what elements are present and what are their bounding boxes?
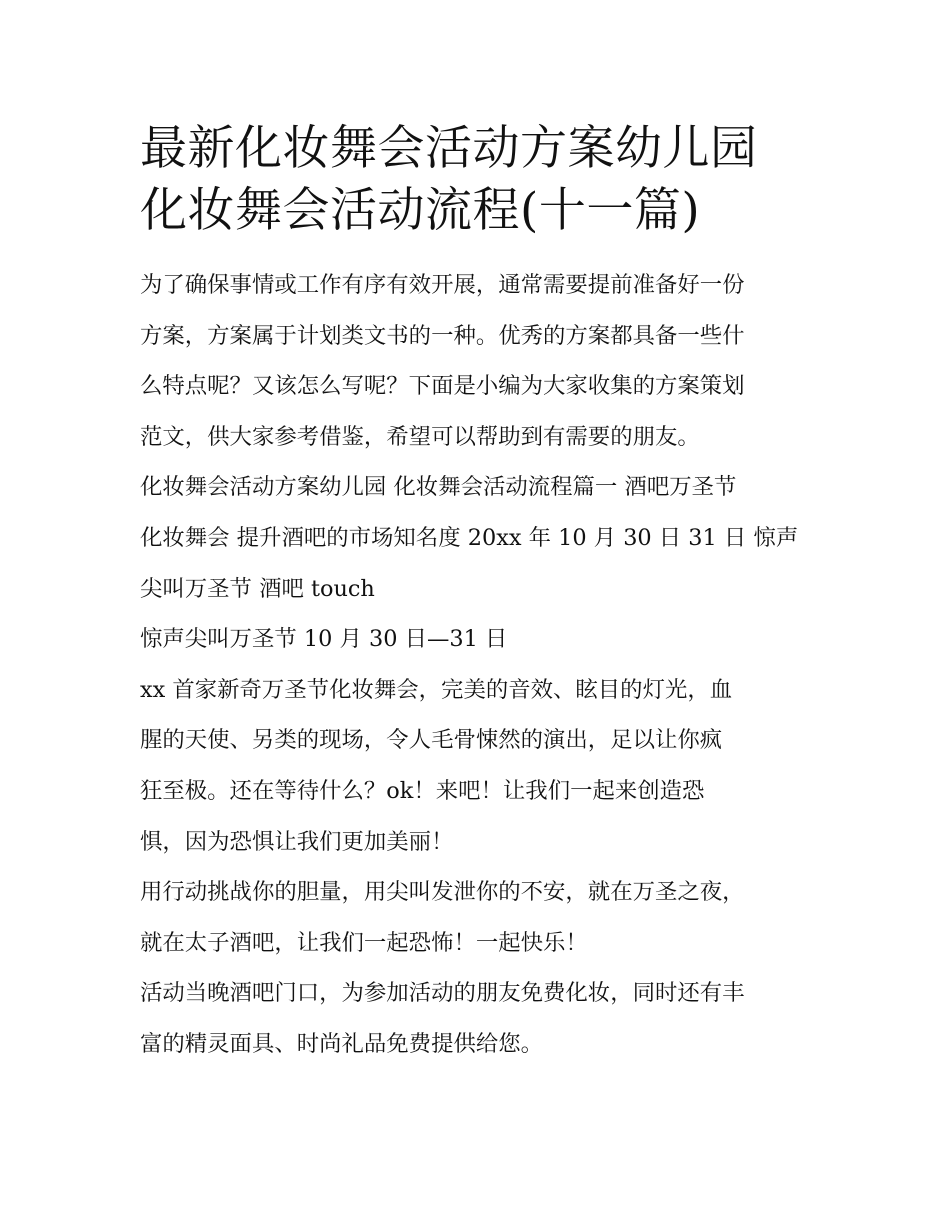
paragraph-section-one: 化妆舞会活动方案幼儿园 化妆舞会活动流程篇一 酒吧万圣节 化妆舞会 提升酒吧的市场知名度 20xx 年 10 月 30 日 31 日 惊声 尖叫万圣节 酒吧 touch: [140, 474, 799, 602]
paragraph-intro: 为了确保事情或工作有序有效开展，通常需要提前准备好一份 方案，方案属于计划类文书的一种。优秀的方案都具备一些什 么特点呢？又该怎么写呢？下面是小编为大家收集的方案策划 范文，供大家参考借鉴，希望可以帮助到有需要的朋友。: [140, 272, 745, 450]
document-body: [140, 118, 820, 1070]
paragraph-event-description: xx 首家新奇万圣节化妆舞会，完美的音效、眩目的灯光，血 腥的天使、另类的现场，令人毛骨悚然的演出，足以让你疯 狂至极。还在等待什么？ok！来吧！让我们一起来创造恐 惧，因为恐惧让我们更加美丽！: [140, 676, 733, 855]
document-title: 最新化妆舞会活动方案幼儿园 化妆舞会活动流程(十一篇): [140, 121, 758, 238]
paragraph-challenge: 用行动挑战你的胆量，用尖叫发泄你的不安，就在万圣之夜， 就在太子酒吧，让我们一起恐怖！一起快乐！: [140, 879, 745, 956]
paragraph-free-makeup: 活动当晚酒吧门口，为参加活动的朋友免费化妆，同时还有丰 富的精灵面具、时尚礼品免费提供给您。: [140, 980, 745, 1057]
paragraph-event-date: 惊声尖叫万圣节 10 月 30 日—31 日: [140, 626, 508, 653]
